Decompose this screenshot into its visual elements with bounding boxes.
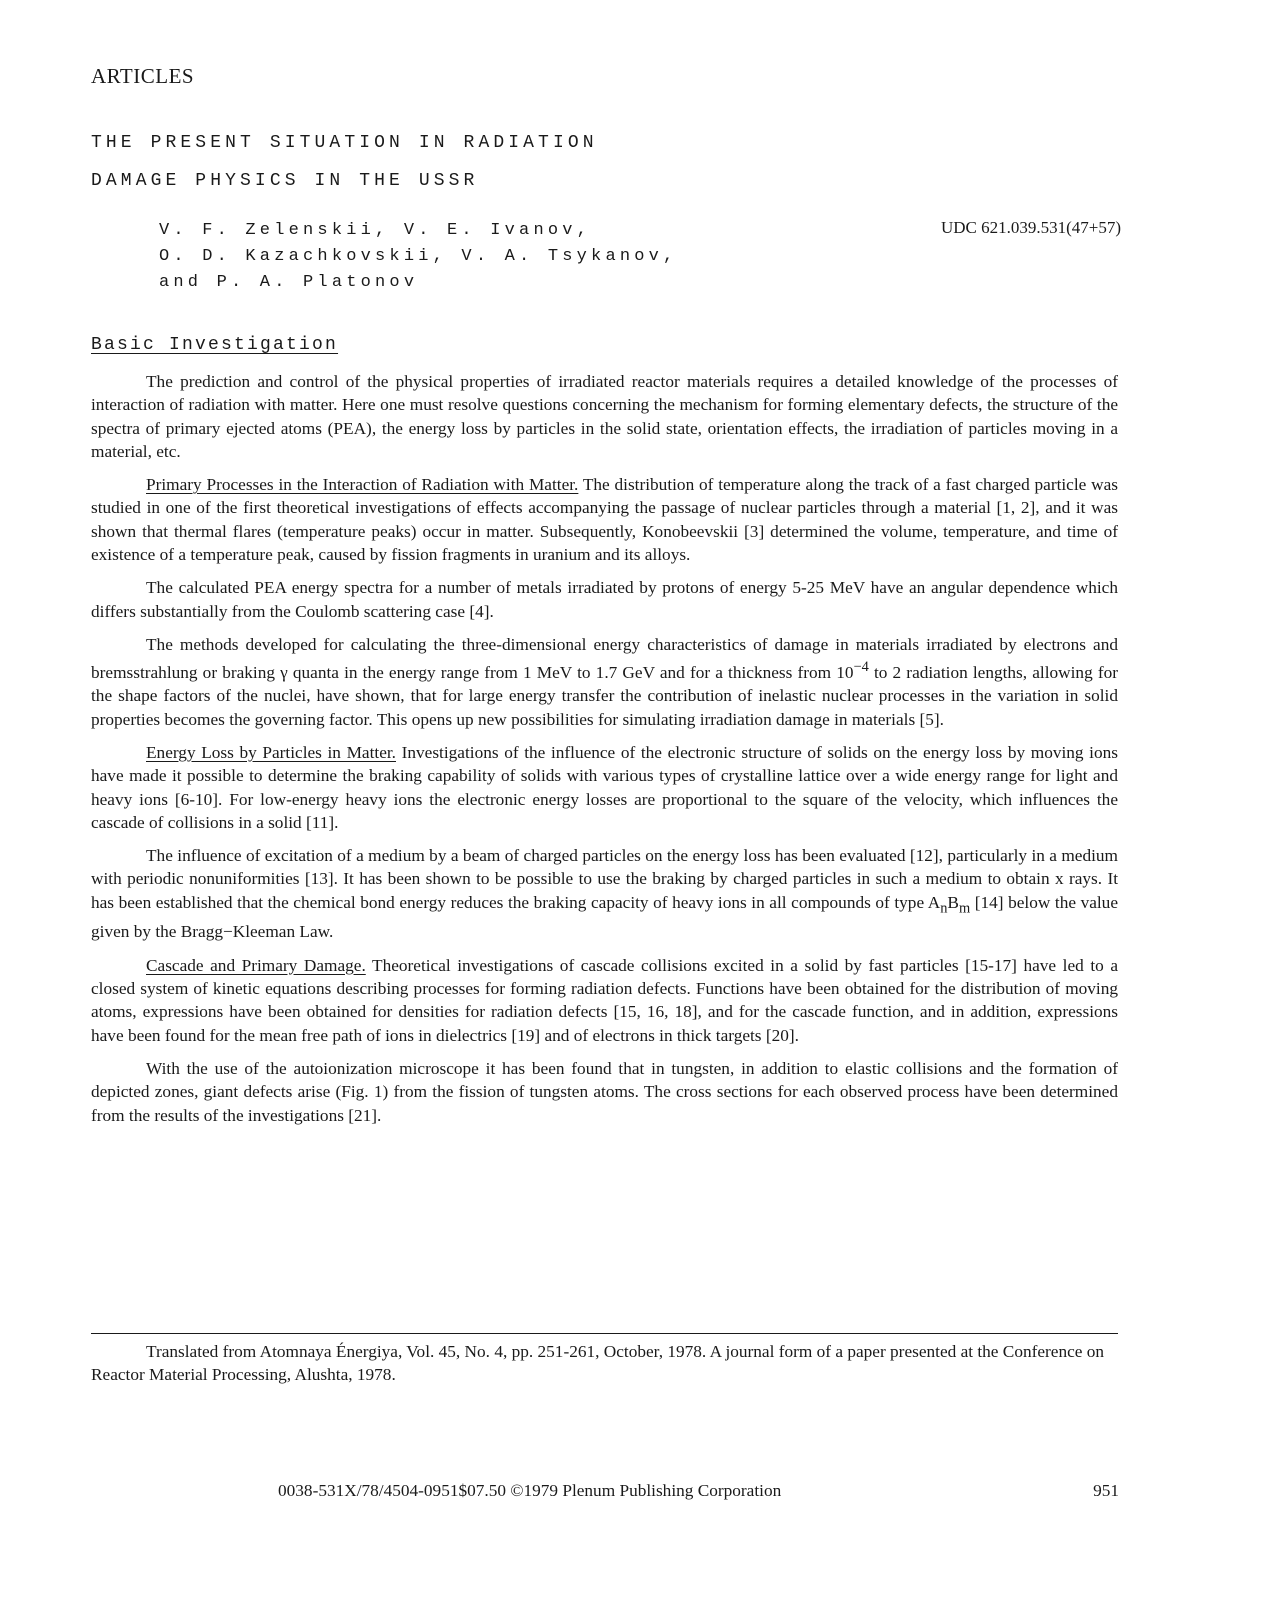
paragraph-text: [14] below the value given by the Bragg−Kleeman Law. <box>91 892 1118 942</box>
paragraph <box>91 741 1118 834</box>
publication-code: 0038-531X/78/4504-0951$07.50 ©1979 Plenum Publishing Corporation <box>278 1481 782 1500</box>
paragraph-text: The influence of excitation of a medium by a beam of charged particles on the energy loss has been evaluated [12], particularly in a medium with periodic nonuniformities [13]. It has been shown to be possible to use the braking by charged particles in such a medium to obtain x rays. It has been established that the chemical bond energy reduces the braking capacity of heavy ions in all compounds of type A <box>91 846 1118 912</box>
paragraph: The prediction and control of the physical properties of irradiated reactor materials requires a detailed knowledge of the processes of interaction of radiation with matter. Here one must resolve questions concerning the mechanism for forming elementary defects, the structure of the spectra of primary ejected atoms (PEA), the energy loss by particles in the solid state, orientation effects, the irradiation of particles moving in a material, etc. <box>91 372 1118 461</box>
exponent: −4 <box>853 659 869 676</box>
author-list <box>159 218 677 296</box>
footnote-divider <box>91 1333 1118 1334</box>
author-line: V. F. Zelenskii, V. E. Ivanov, <box>159 221 592 240</box>
subsection-heading: Energy Loss by Particles in Matter. <box>146 742 396 762</box>
formula-text: B <box>947 892 959 912</box>
udc-code: UDC 621.039.531(47+57) <box>940 218 1121 237</box>
subsection-heading: Primary Processes in the Interaction of Radiation with Matter. <box>146 475 579 495</box>
subscript: n <box>940 900 948 917</box>
footnote <box>91 1340 1118 1386</box>
paragraph <box>91 473 1118 566</box>
paragraph <box>91 844 1118 944</box>
paragraph-text: to 2 radiation lengths, allowing for the shape factors of the nuclei, have shown, that for large energy transfer the contribution of inelastic nuclear processes in the variation in solid properties becomes the governing factor. This opens up new possibilities for simulating irradiation damage in materials [5]. <box>91 663 1118 729</box>
section-heading: Basic Investigation <box>91 335 339 355</box>
paragraph: With the use of the autoionization microscope it has been found that in tungsten, in addition to elastic collisions and the formation of depicted zones, giant defects arise (Fig. 1) from the fission of tungsten atoms. The cross sections for each observed process have been determined from the results of the investigations [21]. <box>91 1058 1118 1125</box>
paragraph-text: The methods developed for calculating the three-dimensional energy characteristics of damage in materials irradiated by electrons and bremsstrahlung or braking γ quanta in the energy range from 1 MeV to 1.7 GeV and for a thickness from 10 <box>91 634 1118 683</box>
paragraph-text: The distribution of temperature along the track of a fast charged particle was studied in one of the first theoretical investigations of effects accompanying the passage of nuclear particles through a material [1, 2], and it was shown that thermal flares (temperature peaks) occur in matter. Subsequently, Konobeevskii [3] determined the volume, temperature, and time of existence of a temperature peak, caused by fission fragments in uranium and its alloys. <box>91 475 1118 565</box>
paragraph: The calculated PEA energy spectra for a number of metals irradiated by protons of energy 5-25 MeV have an angular dependence which differs substantially from the Coulomb scattering case [4]. <box>91 578 1118 621</box>
subscript: m <box>958 900 971 917</box>
paragraph-text: Investigations of the influence of the electronic structure of solids on the energy loss by moving ions have made it possible to determine the braking capability of solids with various types of crystalline lattice over a wide energy range for light and heavy ions [6-10]. For low-energy heavy ions the electronic energy losses are proportional to the square of the velocity, which influences the cascade of collisions in a solid [11]. <box>91 742 1118 832</box>
paragraph-text: Theoretical investigations of cascade collisions excited in a solid by fast particles [15-17] have led to a closed system of kinetic equations describing processes for forming radiation defects. Functions have been obtained for the distribution of moving atoms, expressions have been obtained for densities for radiation defects [15, 16, 18], and for the cascade function, and in addition, expressions have been found for the mean free path of ions in dielectrics [19] and of electrons in thick targets [20]. <box>91 955 1118 1045</box>
author-line: O. D. Kazachkovskii, V. A. Tsykanov, <box>159 247 678 266</box>
page-number: 951 <box>1093 1481 1119 1500</box>
author-line: and P. A. Platonov <box>159 273 419 292</box>
article-title-line-2: DAMAGE PHYSICS IN THE USSR <box>91 171 479 191</box>
article-title-line-1: THE PRESENT SITUATION IN RADIATION <box>91 133 598 153</box>
article-body <box>91 370 1118 1137</box>
paragraph <box>91 954 1118 1047</box>
section-label: ARTICLES <box>91 64 195 88</box>
paragraph <box>91 633 1118 731</box>
subsection-heading: Cascade and Primary Damage. <box>146 955 366 975</box>
footnote-text: Translated from Atomnaya Énergiya, Vol. 45, No. 4, pp. 251-261, October, 1978. A journal form of a paper presented at the Conference on Reactor Material Processing, Alushta, 1978. <box>91 1342 1105 1384</box>
